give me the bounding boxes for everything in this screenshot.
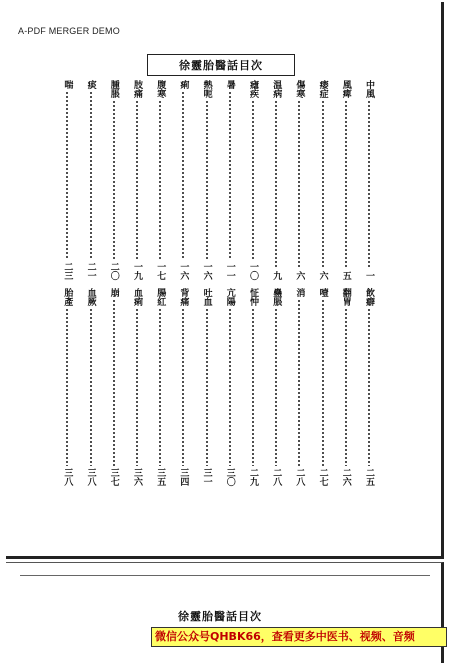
toc-entry-label: 崩 — [108, 288, 119, 297]
toc-entry — [269, 288, 283, 486]
toc-entry — [316, 288, 330, 486]
toc-entry-label: 消 — [294, 288, 305, 297]
toc-entry-label: 血厥 — [85, 288, 96, 306]
toc-page-number: 二七 — [317, 468, 328, 486]
toc-page-number: 三〇 — [224, 468, 235, 486]
toc-page-number: 三八 — [62, 468, 73, 486]
toc-entry-label: 蠱脹 — [271, 288, 282, 306]
toc-entry-label: 胎產 — [62, 288, 73, 306]
page-title: 徐靈胎醫話目次 — [147, 54, 295, 76]
toc-leader-dots — [206, 100, 208, 260]
promo-banner: 微信公众号QHBK66，查看更多中医书、视频、音频 — [151, 627, 447, 647]
toc-page-number: 六 — [294, 271, 305, 280]
toc-entry — [60, 288, 74, 486]
toc-leader-dots — [136, 308, 138, 466]
toc-entry-label: 亢陽 — [224, 288, 235, 306]
toc-page-number: 三一 — [201, 468, 212, 486]
toc-entry-label: 痢 — [178, 80, 189, 89]
toc-leader-dots — [298, 100, 300, 269]
toc-leader-dots — [159, 100, 161, 260]
toc-entry-label: 温病 — [271, 80, 282, 98]
toc-entry-label: 噎 — [317, 288, 328, 297]
toc-leader-dots — [252, 308, 254, 466]
toc-entry-label: 腫脹 — [108, 80, 119, 98]
toc-entry — [339, 288, 353, 486]
toc-leader-dots — [252, 100, 254, 260]
toc-page-number: 二八 — [271, 468, 282, 486]
toc-entry-label: 暑 — [224, 80, 235, 89]
toc-leader-dots — [113, 299, 115, 466]
toc-entry-label: 翻胃 — [340, 288, 351, 306]
toc-leader-dots — [66, 308, 68, 466]
toc-leader-dots — [322, 299, 324, 466]
toc-entry — [153, 80, 167, 280]
toc-leader-dots — [136, 100, 138, 260]
toc-page-number: 二六 — [340, 468, 351, 486]
toc-leader-dots — [345, 100, 347, 269]
toc-leader-dots — [206, 308, 208, 466]
toc-entry-label: 吐血 — [201, 288, 212, 306]
toc-entry-label: 腸紅 — [155, 288, 166, 306]
toc-entry-label: 痿症 — [317, 80, 328, 98]
toc-entry — [292, 80, 306, 280]
toc-entry-label: 腹寒 — [155, 80, 166, 98]
toc-page-number: 九 — [271, 271, 282, 280]
toc-page-number: 二三 — [62, 262, 73, 280]
toc-entry — [60, 80, 74, 280]
toc-entry-label: 痰 — [85, 80, 96, 89]
toc-leader-dots — [298, 299, 300, 466]
toc-leader-dots — [229, 308, 231, 466]
toc-page-number: 三四 — [178, 468, 189, 486]
toc-page-number: 二一 — [85, 262, 96, 280]
toc-page-number: 一七 — [155, 262, 166, 280]
toc-page-number: 三六 — [132, 468, 142, 486]
toc-page-number: 一六 — [201, 262, 212, 280]
toc-entry — [107, 288, 121, 486]
toc-entry — [130, 288, 144, 486]
toc-entry — [223, 288, 237, 486]
toc-entry — [246, 80, 260, 280]
toc-entry — [362, 80, 376, 280]
toc-leader-dots — [182, 91, 184, 260]
toc-leader-dots — [345, 308, 347, 466]
toc-page-number: 一 — [364, 271, 374, 280]
toc-page-number: 一六 — [178, 262, 189, 280]
toc-entry — [107, 80, 121, 280]
toc-page-number: 二八 — [294, 468, 305, 486]
toc-leader-dots — [275, 308, 277, 466]
toc-leader-dots — [368, 308, 370, 466]
toc-entry — [130, 80, 144, 280]
toc-page-number: 三八 — [85, 468, 96, 486]
toc-page-number: 一〇 — [248, 262, 258, 280]
toc-page-number: 一九 — [132, 262, 142, 280]
toc-entry — [339, 80, 353, 280]
toc-entry — [176, 80, 190, 280]
toc-page-number: 三五 — [155, 468, 166, 486]
toc-entry-label: 風痺 — [340, 80, 351, 98]
toc-entry-label: 傷寒 — [294, 80, 305, 98]
toc-entry — [316, 80, 330, 280]
toc-leader-dots — [182, 308, 184, 466]
toc-entry — [84, 288, 98, 486]
toc-leader-dots — [90, 308, 92, 466]
toc-entry-label: 怔忡 — [248, 288, 258, 306]
toc-entry — [200, 80, 214, 280]
toc-entry — [176, 288, 190, 486]
toc-page-number: 五 — [340, 271, 351, 280]
toc-entry-label: 中風 — [364, 80, 374, 98]
toc-entry — [246, 288, 260, 486]
toc-leader-dots — [322, 100, 324, 269]
toc-leader-dots — [66, 91, 68, 260]
toc-page-number: 一一 — [224, 262, 235, 280]
toc-page-number: 二五 — [364, 468, 374, 486]
toc-entry-label: 熱呃 — [201, 80, 212, 98]
toc-leader-dots — [368, 100, 370, 269]
toc-entry-label: 肢痛 — [132, 80, 142, 98]
toc-leader-dots — [90, 91, 92, 260]
toc-leader-dots — [113, 100, 115, 260]
toc-entry — [200, 288, 214, 486]
toc-entry-label: 背痛 — [178, 288, 189, 306]
toc-leader-dots — [159, 308, 161, 466]
toc-entry-label: 飲癖 — [364, 288, 374, 306]
toc-leader-dots — [275, 100, 277, 269]
toc-entry-label: 喘 — [62, 80, 73, 89]
toc-page-number: 二九 — [248, 468, 258, 486]
toc-page-number: 六 — [317, 271, 328, 280]
next-page-rule — [20, 575, 430, 576]
toc-entry — [362, 288, 376, 486]
toc-entry — [223, 80, 237, 280]
toc-leader-dots — [229, 91, 231, 260]
toc-entry — [153, 288, 167, 486]
toc-entry-label: 瘧疾 — [248, 80, 258, 98]
toc-entry-label: 血痢 — [132, 288, 142, 306]
toc-entry — [269, 80, 283, 280]
toc-entry — [292, 288, 306, 486]
toc-entry — [84, 80, 98, 280]
next-page-title: 徐靈胎醫話目次 — [178, 610, 262, 623]
toc-page-number: 二〇 — [108, 262, 119, 280]
watermark-text: A-PDF MERGER DEMO — [18, 26, 120, 36]
toc-page-number: 三七 — [108, 468, 119, 486]
